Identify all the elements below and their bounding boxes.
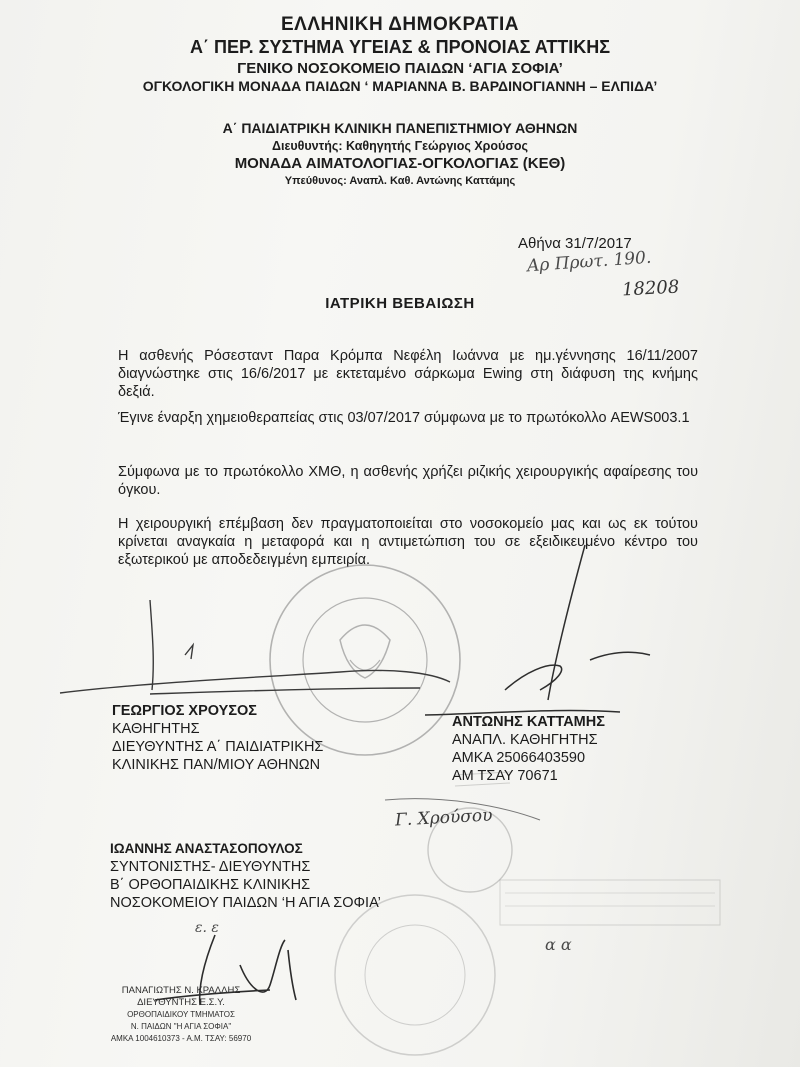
faint-hospital-seal <box>335 895 495 1055</box>
signatory-title: ΑΝΑΠΛ. ΚΑΘΗΓΗΤΗΣ <box>452 732 598 748</box>
signatory-amka: ΑΜΚΑ 25066403590 <box>452 750 586 766</box>
unit-name: ΜΟΝΑΔΑ ΑΙΜΑΤΟΛΟΓΙΑΣ-ΟΓΚΟΛΟΓΙΑΣ (ΚΕΘ) <box>234 155 566 172</box>
clinic-name: Α΄ ΠΑΙΔΙΑΤΡΙΚΗ ΚΛΙΝΙΚΗ ΠΑΝΕΠΙΣΤΗΜΙΟΥ ΑΘΗΝΩΝ <box>222 120 578 136</box>
signature-chrousos <box>60 600 450 694</box>
letterhead-hospital: ΓΕΝΙΚΟ ΝΟΣΟΚΟΜΕΙΟ ΠΑΙΔΩΝ ‘ΑΓΙΑ ΣΟΦΙΑ’ <box>237 60 563 77</box>
signatory-name: ΑΝΤΩΝΗΣ ΚΑΤΤΑΜΗΣ <box>452 714 605 730</box>
stamp-name: ΠΑΝΑΓΙΩΤΗΣ Ν. ΚΡΑΛΛΗΣ <box>121 985 241 996</box>
clinic-director: Διευθυντής: Καθηγητής Γεώργιος Χρούσος <box>271 139 529 153</box>
paragraph-diagnosis: Η ασθενής Ρόσεσταντ Παρα Κρόμπα Νεφέλη Ιωάννα με ημ.γέννησης 16/11/2007 διαγνώστηκε στις 16/6/2017 με εκτεταμένο σάρκωμα Ewing στη διάφυση της κνήμης δεξιά. <box>118 348 698 400</box>
signatory-role-cont: ΝΟΣΟΚΟΜΕΙΟΥ ΠΑΙΔΩΝ ‘Η ΑΓΙΑ ΣΟΦΙΑ’ <box>110 895 381 911</box>
paragraph-surgery-required: Σύμφωνα με το πρωτόκολλο ΧΜΘ, η ασθενής χρήζει ριζικής χειρουργικής αφαίρεσης του όγκου. <box>118 464 698 498</box>
stamp-dept: ΟΡΘΟΠΑΙΔΙΚΟΥ ΤΜΗΜΑΤΟΣ <box>127 1010 235 1019</box>
letterhead-oncology-unit: ΟΓΚΟΛΟΓΙΚΗ ΜΟΝΑΔΑ ΠΑΙΔΩΝ ‘ ΜΑΡΙΑΝΝΑ Β. ΒΑΡΔΙΝΟΓΙΑΝΝΗ – ΕΛΠΙΔΑ’ <box>142 78 658 94</box>
handwritten-registry-number: 18208 <box>621 276 680 301</box>
signatory-name: ΙΩΑΝΝΗΣ ΑΝΑΣΤΑΣΟΠΟΥΛΟΣ <box>110 841 303 856</box>
signatory-chrousos <box>112 702 323 774</box>
signatory-title: ΣΥΝΤΟΝΙΣΤΗΣ- ΔΙΕΥΘΥΝΤΗΣ <box>110 859 311 875</box>
paragraph-transfer-abroad: Η χειρουργική επέμβαση δεν πραγματοποιείται στο νοσοκομείο μας και ως εκ τούτου κρίνεται αναγκαία η μεταφορά και η αντιμετώπιση του σε εξειδικευμένο κέντρο του εξωτερικού με αποδεδειγμένη εμπειρία. <box>118 516 698 568</box>
kralis-stamp <box>96 985 266 1045</box>
signatory-anastasopoulos <box>110 840 381 912</box>
signatory-kattamis <box>452 713 605 785</box>
handwritten-note: Γ. Χρούσου <box>394 805 493 831</box>
unit-responsible: Υπεύθυνος: Αναπλ. Καθ. Αντώνης Καττάμης <box>284 175 516 187</box>
letterhead-republic: ΕΛΛΗΝΙΚΗ ΔΗΜΟΚΡΑΤΙΑ <box>281 14 519 35</box>
stamp-hospital: Ν. ΠΑΙΔΩΝ "Η ΑΓΙΑ ΣΟΦΙΑ" <box>130 1022 232 1031</box>
signatory-am-tsay: ΑΜ ΤΣΑΥ 70671 <box>452 768 558 784</box>
stamp-ids: ΑΜΚΑ 1004610373 - Α.Μ. ΤΣΑΥ: 56970 <box>110 1034 252 1043</box>
signatory-role: Β΄ ΟΡΘΟΠΑΙΔΙΚΗΣ ΚΛΙΝΙΚΗΣ <box>110 877 311 893</box>
faint-rect-stamp <box>500 880 720 925</box>
handwritten-initials-right: α α <box>545 935 572 954</box>
handwritten-initials-left: ε. ε <box>195 920 219 936</box>
signatory-title: ΚΑΘΗΓΗΤΗΣ <box>112 721 200 737</box>
faint-small-stamp <box>428 772 512 892</box>
stamp-title: ΔΙΕΥΘΥΝΤΗΣ Ε.Σ.Υ. <box>137 997 225 1008</box>
document-date: Αθήνα 31/7/2017 <box>518 235 632 252</box>
signature-kattamis <box>425 545 650 715</box>
signatory-name: ΓΕΩΡΓΙΟΣ ΧΡΟΥΣΟΣ <box>112 703 258 719</box>
handwritten-protocol-number: Αρ Πρωτ. 190. <box>526 247 652 277</box>
letterhead-health-region: Α΄ ΠΕΡ. ΣΥΣΤΗΜΑ ΥΓΕΙΑΣ & ΠΡΟΝΟΙΑΣ ΑΤΤΙΚΗΣ <box>189 37 611 57</box>
signatory-role-cont: ΚΛΙΝΙΚΗΣ ΠΑΝ/ΜΙΟΥ ΑΘΗΝΩΝ <box>112 757 321 773</box>
document-title: ΙΑΤΡΙΚΗ ΒΕΒΑΙΩΣΗ <box>325 295 475 312</box>
signatory-role: ΔΙΕΥΘΥΝΤΗΣ Α΄ ΠΑΙΔΙΑΤΡΙΚΗΣ <box>112 739 324 755</box>
paragraph-chemotherapy: Έγινε έναρξη χημειοθεραπείας στις 03/07/2017 σύμφωνα με το πρωτόκολλο AEWS003.1 <box>118 410 690 426</box>
